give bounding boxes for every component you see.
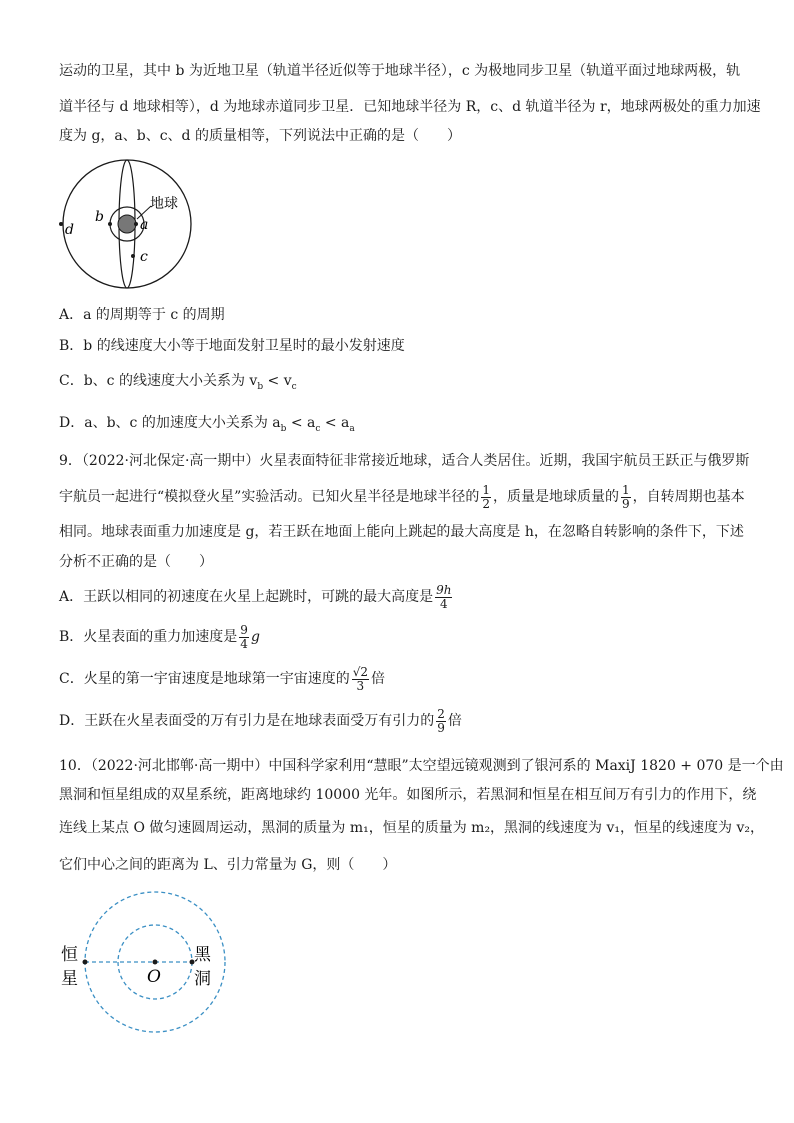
satellite-c-dot bbox=[131, 254, 135, 258]
q8-orbit-figure bbox=[55, 156, 205, 296]
label-d: d bbox=[65, 222, 74, 238]
q9-option-a[interactable]: A．王跃以相同的初速度在火星上起跳时，可跳的最大高度是 $\frac{9h}{4}$ bbox=[59, 582, 452, 611]
satellite-d-dot bbox=[59, 222, 63, 226]
label-a: a bbox=[140, 217, 149, 233]
label-c: c bbox=[140, 249, 148, 265]
star-label-1: 恒 bbox=[61, 945, 78, 965]
label-b: b bbox=[95, 209, 104, 225]
q10-stem-line-1: 10．（2022·河北邯郸·高一期中）中国科学家利用“慧眼”太空望远镜观测到了银河系的 MaxiJ 1820 + 070 是一个由 bbox=[59, 758, 784, 774]
hole-label-2: 洞 bbox=[194, 969, 211, 989]
q10-stem-line-4: 它们中心之间的距离为 L、引力常量为 G，则（ ） bbox=[59, 857, 397, 873]
satellite-a-dot bbox=[134, 222, 138, 226]
star-dot bbox=[83, 960, 88, 965]
satellite-b-dot bbox=[108, 222, 112, 226]
q8-option-c[interactable]: C．b、c 的线速度大小关系为 $v_b < v_c$ bbox=[59, 373, 297, 392]
q9-option-c[interactable]: C．火星的第一宇宙速度是地球第一宇宙速度的 $\frac{√2}{3}$ 倍 bbox=[59, 664, 385, 693]
fraction-9h-over-4: $\frac{9h}{4}$ bbox=[436, 582, 452, 611]
q8-option-a[interactable]: A．a 的周期等于 c 的周期 bbox=[59, 307, 225, 323]
q8-stem-line-3: 度为 g，a、b、c、d 的质量相等，下列说法中正确的是（ ） bbox=[59, 128, 461, 144]
q9-stem-line-3: 相同。地球表面重力加速度是 g，若王跃在地面上能向上跳起的最大高度是 h，在忽略自转影响的条件下，下述 bbox=[59, 524, 744, 540]
center-o-dot bbox=[153, 960, 158, 965]
fraction-root2-over-3: $\frac{√2}{3}$ bbox=[352, 664, 368, 693]
q8-stem-line-1: 运动的卫星，其中 b 为近地卫星（轨道半径近似等于地球半径），c 为极地同步卫星（轨道平面过地球两极，轨 bbox=[59, 63, 741, 79]
fraction-9-over-4: $\frac{9}{4}$ bbox=[240, 622, 248, 651]
fraction-one-ninth: $\frac{1}{9}$ bbox=[621, 482, 630, 511]
earth-label: 地球 bbox=[150, 196, 178, 212]
hole-label-1: 黑 bbox=[194, 945, 211, 965]
q10-stem-line-3: 连线上某点 O 做匀速圆周运动，黑洞的质量为 m₁，恒星的质量为 m₂，黑洞的线速度为 v₁，恒星的线速度为 v₂， bbox=[59, 820, 764, 836]
q8-option-d[interactable]: D．a、b、c 的加速度大小关系为 $a_b < a_c < a_a$ bbox=[59, 415, 355, 434]
star-label-2: 星 bbox=[61, 969, 78, 989]
fraction-2-over-9: $\frac{2}{9}$ bbox=[437, 706, 445, 735]
q10-stem-line-2: 黑洞和恒星组成的双星系统，距离地球约 10000 光年。如图所示，若黑洞和恒星在相互间万有引力的作用下，绕 bbox=[59, 787, 757, 803]
q9-option-b[interactable]: B．火星表面的重力加速度是 $\frac{9}{4}$ g bbox=[59, 622, 260, 651]
q8-option-b[interactable]: B．b 的线速度大小等于地面发射卫星时的最小发射速度 bbox=[59, 338, 405, 354]
earth-disc bbox=[118, 215, 136, 233]
fraction-one-half: $\frac{1}{2}$ bbox=[482, 482, 490, 511]
center-label-o: O bbox=[147, 967, 161, 987]
q9-stem-line-1: 9．（2022·河北保定·高一期中）火星表面特征非常接近地球，适合人类居住。近期，我国宇航员王跃正与俄罗斯 bbox=[59, 453, 750, 469]
q9-option-d[interactable]: D．王跃在火星表面受的万有引力是在地球表面受万有引力的 $\frac{2}{9}$ 倍 bbox=[59, 706, 462, 735]
q9-stem-line-4: 分析不正确的是（ ） bbox=[59, 554, 213, 570]
q10-binary-figure bbox=[55, 890, 240, 1040]
q9-stem-line-2: 宇航员一起进行“模拟登火星”实验活动。已知火星半径是地球半径的 $\frac{1}{2}$ ，质量是地球质量的 $\frac{1}{9}$ ，自转周期也基本 bbox=[59, 482, 745, 511]
q8-stem-line-2: 道半径与 d 地球相等），d 为地球赤道同步卫星．已知地球半径为 R，c、d 轨道半径为 r，地球两极处的重力加速 bbox=[59, 99, 761, 115]
